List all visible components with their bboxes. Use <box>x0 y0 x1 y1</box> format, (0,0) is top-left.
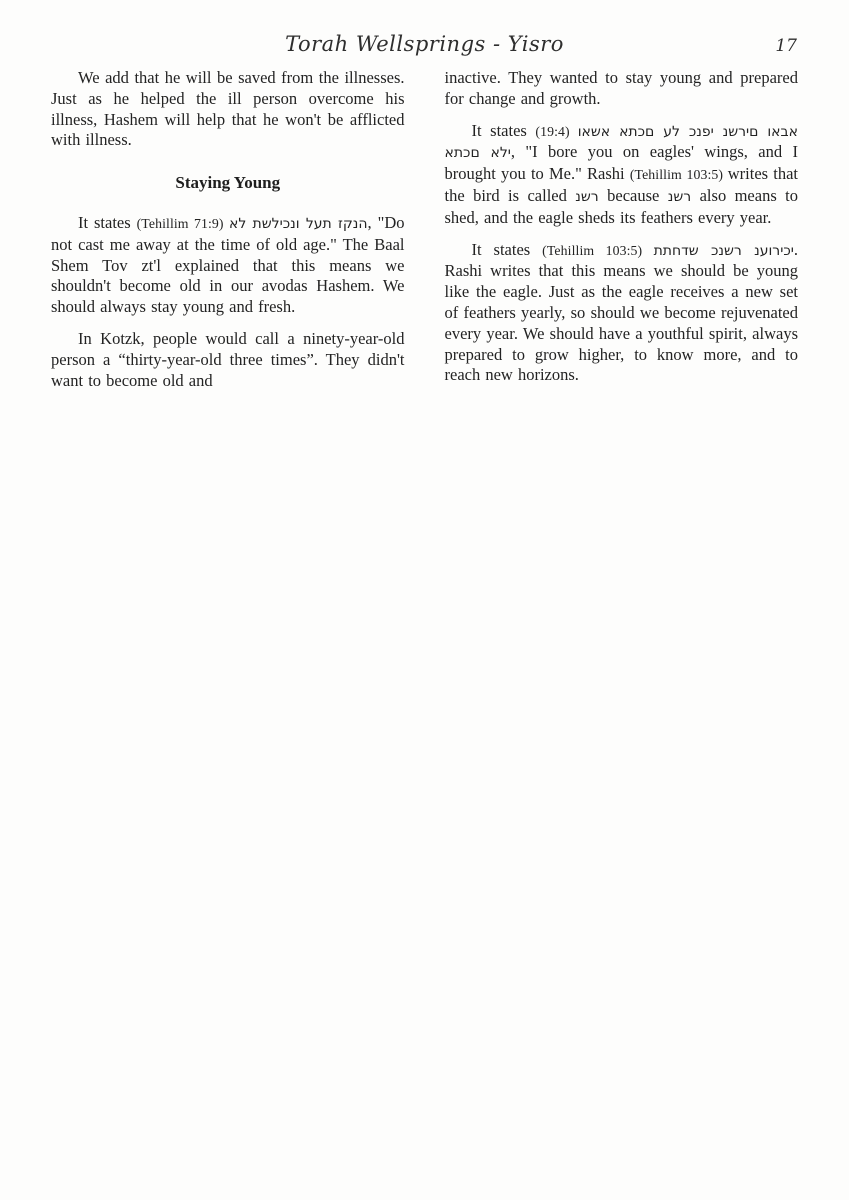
text-run: It states <box>471 120 536 140</box>
hebrew-run: תתחדש כנשר נעוריכי <box>653 242 794 259</box>
citation-run: (Tehillim 103:5) <box>629 167 728 183</box>
page-number: 17 <box>775 36 797 56</box>
text-run: . Rashi writes that this means we should be young like the eagle. Just as the eagle receives a new set of feathers yearly, so should we become rejuvenated every year. We should have a youthful spirit, always prepared to grow higher, to know more, and to reach new horizons. <box>444 239 798 385</box>
left-column <box>51 68 405 402</box>
hebrew-run: נשר <box>667 188 692 205</box>
right-column <box>445 68 799 402</box>
paragraph <box>51 68 405 151</box>
text-run: inactive. They wanted to stay young and prepared for change and growth. <box>444 68 798 108</box>
text-run: because <box>598 185 668 205</box>
citation-run: (Tehillim 103:5) <box>542 242 654 258</box>
paragraph <box>51 329 405 391</box>
paragraph <box>445 240 799 387</box>
paragraph <box>51 213 405 318</box>
text-run: In Kotzk, people would call a ninety-year-old person a “thirty-year-old three times”. They didn't want to become old and <box>51 328 405 390</box>
paragraph <box>445 121 799 229</box>
citation-run: (19:4) <box>535 123 578 139</box>
paragraph <box>445 68 799 110</box>
text-run: also means to shed, and the eagle sheds its feathers every year. <box>444 185 798 227</box>
page-header-title: Torah Wellsprings - Yisro <box>285 32 564 56</box>
text-run: , "Do not cast me away at the time of old age." The Baal Shem Tov zt'l explained that this means we shouldn't become old in our avodas Hashem. We should always stay young and fresh. <box>51 212 405 317</box>
page-header <box>0 0 849 62</box>
hebrew-run: אל תשליכנו לעת זקנה <box>228 215 368 232</box>
text-run: We add that he will be saved from the illnesses. Just as he helped the ill person overcome his illness, Hashem will help that he won't be afflicted with illness. <box>51 68 405 150</box>
text-columns <box>0 62 849 402</box>
section-heading: Staying Young <box>175 173 281 193</box>
text-run: It states <box>471 239 543 259</box>
text-run: , "I bore you on eagles' wings, and I brought you to Me." Rashi <box>444 142 798 184</box>
hebrew-run: ואשא אתכם על כנפי נשרים ואבא אתכם אלי <box>444 123 798 162</box>
text-run: writes that the bird is called <box>444 164 798 205</box>
text-run: It states <box>78 212 137 232</box>
hebrew-run: נשר <box>575 188 599 205</box>
citation-run: (Tehillim 71:9) <box>136 215 229 231</box>
